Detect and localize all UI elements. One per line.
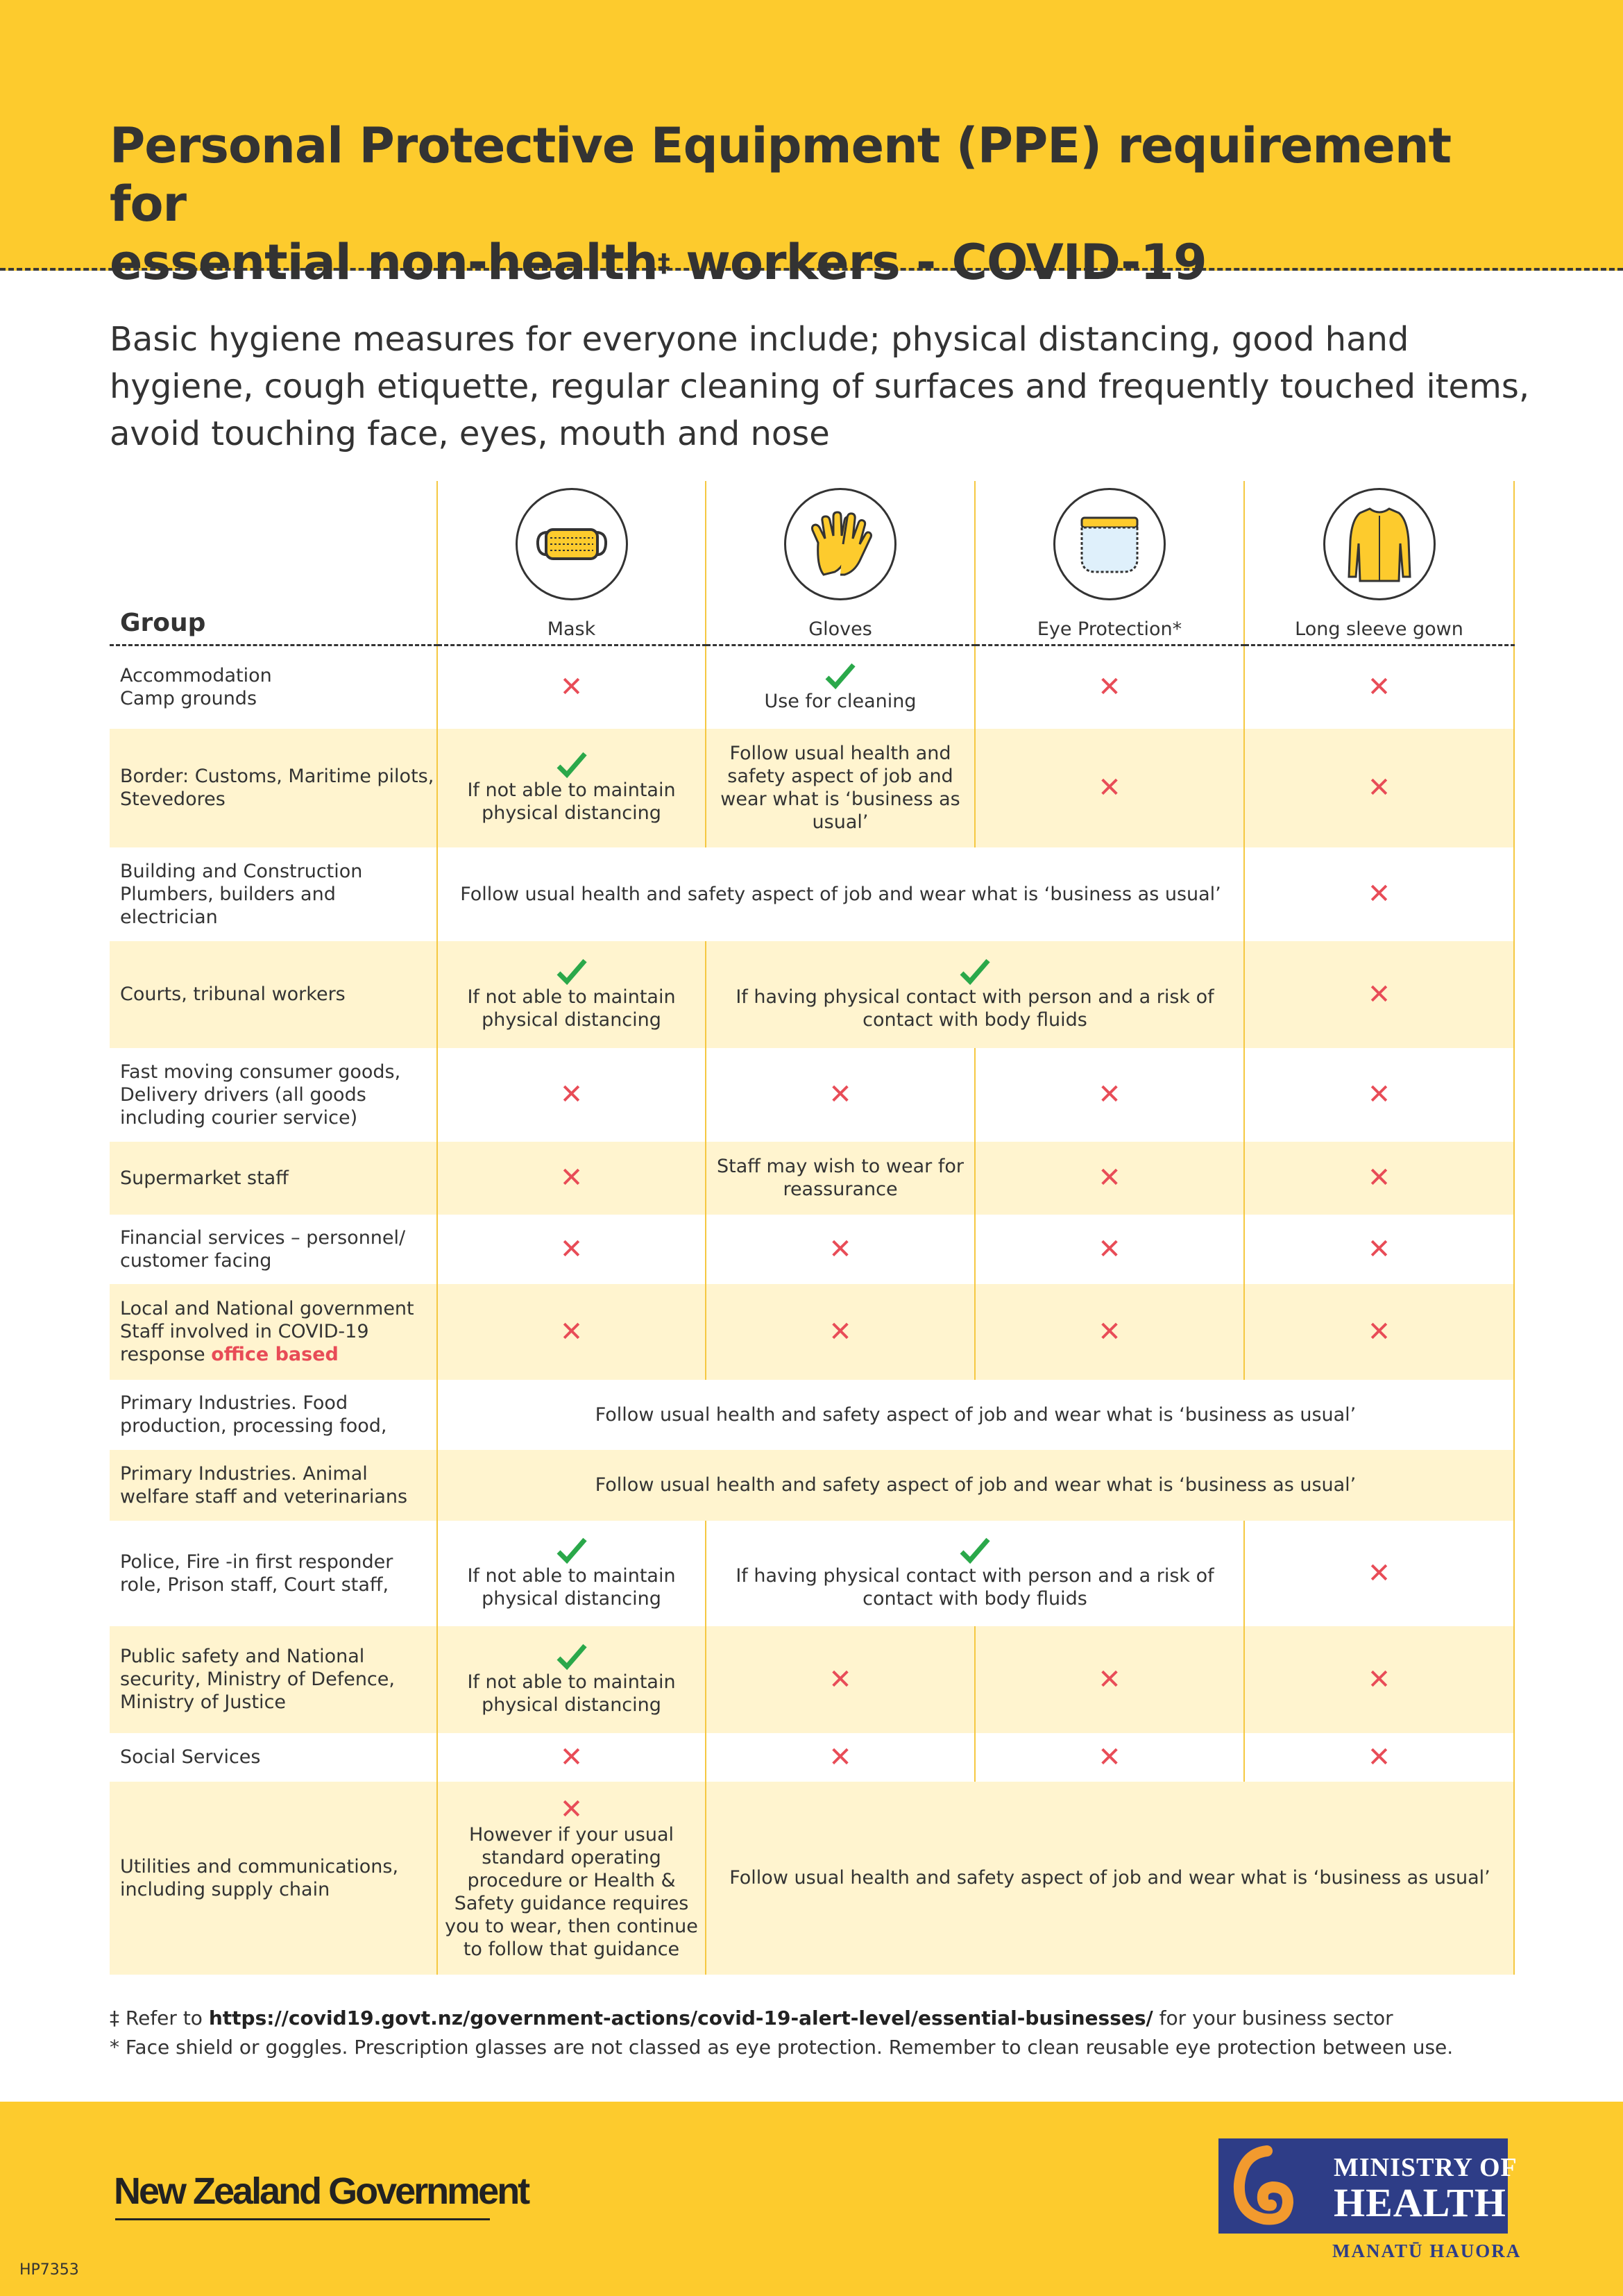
cell-gloves: Use for cleaning <box>706 645 975 729</box>
cross-icon: ✕ <box>1367 1741 1391 1773</box>
cell-mask: ✕ However if your usual standard operating procedure or Health & Safety guidance requires you to wear, then continue to follow that guidance <box>437 1782 706 1975</box>
intro-text: Basic hygiene measures for everyone include; physical distancing, good hand hygiene, cough etiquette, regular cleaning of surfaces and frequently touched items, avoid touching face, eyes, mouth and nose <box>110 320 1530 453</box>
title-line-2b: workers - COVID-19 <box>669 234 1207 291</box>
table-header-row <box>110 481 1514 645</box>
cross-icon: ✕ <box>829 1663 852 1696</box>
cell-mask <box>437 645 706 729</box>
row-group: Police, Fire -in first responder role, Prison staff, Court staff, <box>120 1551 393 1596</box>
table-row <box>110 1733 1514 1782</box>
cell-gown <box>1244 1733 1514 1782</box>
col-gown <box>1244 481 1514 645</box>
face-shield-icon <box>1053 488 1166 600</box>
ministry-line-2: HEALTH <box>1334 2180 1506 2225</box>
office-based-highlight: office based <box>211 1344 339 1365</box>
cross-icon: ✕ <box>1367 1663 1391 1696</box>
cell-gloves-eye: If having physical contact with person and a risk of contact with body fluids <box>706 941 1244 1048</box>
cell-eye <box>975 1048 1244 1142</box>
tick-icon <box>959 1537 991 1564</box>
cross-icon: ✕ <box>559 671 584 704</box>
cell-gown <box>1244 729 1514 847</box>
table-row <box>110 645 1514 729</box>
cell-gown <box>1244 1284 1514 1380</box>
cross-icon: ✕ <box>1098 1663 1121 1696</box>
cell-bau: Follow usual health and safety aspect of job and wear what is ‘business as usual’ <box>437 1450 1514 1521</box>
table-row <box>110 1048 1514 1142</box>
cell-gloves-eye: If having physical contact with person and a risk of contact with body fluids <box>706 1521 1244 1626</box>
col-mask <box>437 481 706 645</box>
table-row <box>110 1626 1514 1733</box>
col-eye-protection <box>975 481 1244 645</box>
row-group: Courts, tribunal workers <box>110 941 437 1048</box>
cell-gown <box>1244 941 1514 1048</box>
tick-icon <box>959 958 991 986</box>
cell-gloves <box>706 1284 975 1380</box>
ppe-table <box>110 481 1515 1975</box>
cell-bau: Follow usual health and safety aspect of job and wear what is ‘business as usual’ <box>437 1380 1514 1450</box>
cross-icon: ✕ <box>559 1233 584 1265</box>
cell-mask: If not able to maintain physical distancing <box>437 1521 706 1626</box>
cross-icon: ✕ <box>1367 978 1391 1011</box>
cell-eye <box>975 1142 1244 1215</box>
cell-bau: Follow usual health and safety aspect of job and wear what is ‘business as usual’ <box>437 847 1244 941</box>
cross-icon: ✕ <box>1098 1233 1121 1265</box>
cross-icon: ✕ <box>1367 1233 1391 1265</box>
col-gloves <box>706 481 975 645</box>
cross-icon: ✕ <box>1098 1741 1121 1773</box>
gloves-icon <box>784 488 897 600</box>
cell-mask: If not able to maintain physical distancing <box>437 941 706 1048</box>
cross-icon: ✕ <box>1367 1162 1391 1194</box>
cross-icon: ✕ <box>1367 1557 1391 1589</box>
cross-icon: ✕ <box>559 1079 584 1111</box>
table-row <box>110 847 1514 941</box>
cell-mask <box>437 1284 706 1380</box>
cell-gloves: Follow usual health and safety aspect of job and wear what is ‘business as usual’ <box>706 729 975 847</box>
document-code: HP7353 <box>19 2261 79 2279</box>
cell-gown <box>1244 645 1514 729</box>
cross-icon: ✕ <box>1098 1162 1121 1194</box>
group-header: Group <box>110 481 437 645</box>
table-row <box>110 1450 1514 1521</box>
row-group: Utilities and communications, including supply chain <box>110 1782 437 1975</box>
row-group: Social Services <box>120 1746 261 1768</box>
page-title <box>110 117 1532 292</box>
table-row <box>110 1521 1514 1626</box>
cell-gloves <box>706 1215 975 1284</box>
table-row <box>110 1215 1514 1284</box>
footnote-1: ‡ Refer to https://covid19.govt.nz/government-actions/covid-19-alert-level/essential-businesses/ for your business sector <box>110 2007 1393 2029</box>
cross-icon: ✕ <box>559 1741 584 1773</box>
cross-icon: ✕ <box>559 1315 584 1348</box>
cell-gown <box>1244 1521 1514 1626</box>
title-footnote-mark: ‡ <box>657 249 670 278</box>
cell-gloves: Staff may wish to wear for reassurance <box>706 1142 975 1215</box>
title-line-2a: essential non-health <box>110 234 658 291</box>
cell-gown <box>1244 847 1514 941</box>
col-eye-label: Eye Protection* <box>1037 618 1182 640</box>
koru-icon <box>1218 2138 1309 2234</box>
cross-icon: ✕ <box>1367 1315 1391 1348</box>
footnote-link[interactable]: https://covid19.govt.nz/government-actions/covid-19-alert-level/essential-businesses/ <box>208 2007 1153 2029</box>
mask-icon <box>516 488 628 600</box>
table-row <box>110 1782 1514 1975</box>
footnote-2: * Face shield or goggles. Prescription glasses are not classed as eye protection. Remember to clean reusable eye protection between use. <box>110 2036 1454 2059</box>
title-line-1: Personal Protective Equipment (PPE) requirement for <box>110 117 1452 233</box>
cell-eye <box>975 729 1244 847</box>
nz-government-logo: New Zealand Government <box>114 2170 529 2212</box>
cell-gown <box>1244 1626 1514 1733</box>
tick-icon <box>824 662 856 690</box>
cell-gloves <box>706 1048 975 1142</box>
cell-gloves <box>706 1626 975 1733</box>
cross-icon: ✕ <box>1098 1079 1121 1111</box>
row-group: Accommodation Camp grounds <box>120 665 272 710</box>
tick-icon <box>556 751 588 779</box>
cross-icon: ✕ <box>1367 878 1391 910</box>
col-gown-label: Long sleeve gown <box>1295 618 1463 640</box>
cross-icon: ✕ <box>829 1315 852 1348</box>
cross-icon: ✕ <box>559 1162 584 1194</box>
row-group: Supermarket staff <box>110 1142 437 1215</box>
cross-icon: ✕ <box>1367 1079 1391 1111</box>
col-mask-label: Mask <box>547 618 596 640</box>
tick-icon <box>556 1643 588 1671</box>
cell-mask <box>437 1142 706 1215</box>
row-group: Primary Industries. Animal welfare staff and veterinarians <box>110 1450 437 1521</box>
cross-icon: ✕ <box>1098 1315 1121 1348</box>
row-group: Public safety and National security, Ministry of Defence, Ministry of Justice <box>110 1626 437 1733</box>
table-row <box>110 1380 1514 1450</box>
col-gloves-label: Gloves <box>808 618 872 640</box>
row-group: Local and National government Staff involved in COVID-19 response office based <box>110 1284 437 1380</box>
cell-mask <box>437 1733 706 1782</box>
cross-icon: ✕ <box>1098 671 1121 704</box>
table-row <box>110 1284 1514 1380</box>
cell-bau: Follow usual health and safety aspect of job and wear what is ‘business as usual’ <box>706 1782 1514 1975</box>
row-group: Financial services – personnel/ customer facing <box>120 1226 406 1272</box>
gown-icon <box>1323 488 1436 600</box>
cell-eye <box>975 1626 1244 1733</box>
tick-icon <box>556 1537 588 1564</box>
cell-eye <box>975 1733 1244 1782</box>
cross-icon: ✕ <box>829 1233 852 1265</box>
cross-icon: ✕ <box>829 1741 852 1773</box>
nz-government-underline <box>115 2218 490 2220</box>
cross-icon: ✕ <box>1098 772 1121 804</box>
table-row <box>110 729 1514 847</box>
cell-mask <box>437 1048 706 1142</box>
ministry-line-1: MINISTRY OF <box>1334 2153 1518 2182</box>
row-group: Border: Customs, Maritime pilots, Stevedores <box>110 729 437 847</box>
cross-icon: ✕ <box>1367 772 1391 804</box>
row-group: Building and Construction Plumbers, builders and electrician <box>120 860 363 928</box>
ppe-table-wrap <box>110 481 1514 1975</box>
cell-eye <box>975 1215 1244 1284</box>
cell-gown <box>1244 1215 1514 1284</box>
row-group: Fast moving consumer goods, Delivery drivers (all goods including courier service) <box>120 1061 401 1129</box>
table-row <box>110 1142 1514 1215</box>
tick-icon <box>556 958 588 986</box>
cell-mask <box>437 1215 706 1284</box>
footnotes <box>110 2004 1453 2062</box>
cell-eye <box>975 645 1244 729</box>
cell-mask: If not able to maintain physical distancing <box>437 729 706 847</box>
cross-icon: ✕ <box>829 1079 852 1111</box>
cell-gown <box>1244 1048 1514 1142</box>
cell-eye <box>975 1284 1244 1380</box>
cell-gown <box>1244 1142 1514 1215</box>
table-row <box>110 941 1514 1048</box>
cross-icon: ✕ <box>559 1793 584 1825</box>
cell-gloves <box>706 1733 975 1782</box>
cell-mask: If not able to maintain physical distancing <box>437 1626 706 1733</box>
cross-icon: ✕ <box>1367 671 1391 704</box>
header-banner <box>0 0 1623 291</box>
row-group: Primary Industries. Food production, processing food, <box>120 1392 387 1437</box>
ministry-maori-name: MANATŪ HAUORA <box>1332 2240 1522 2261</box>
